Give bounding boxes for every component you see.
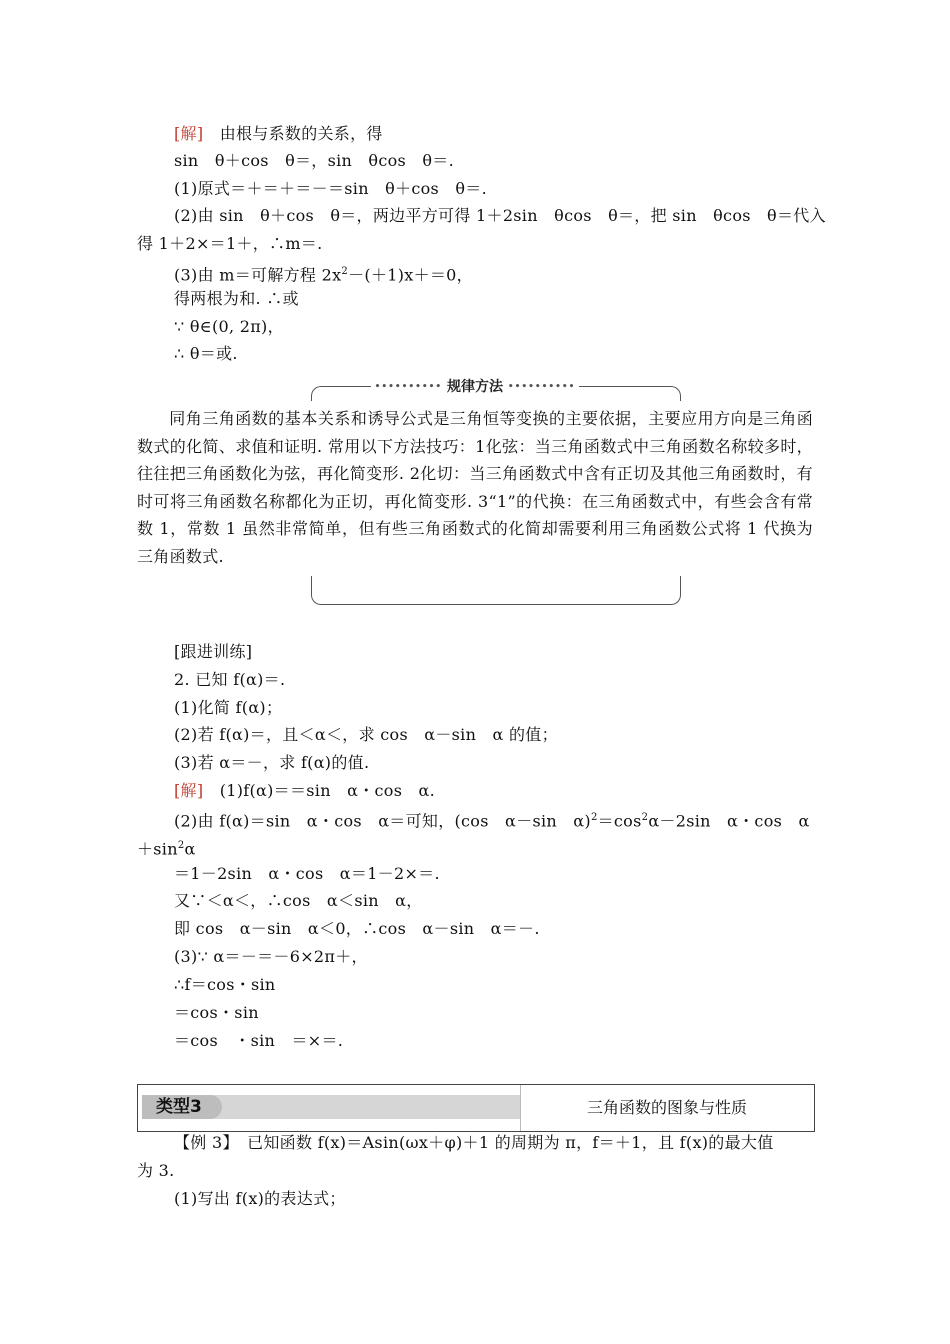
solution-line: (1)原式＝＋＝＋＝－＝sin θ＋cos θ＝. — [174, 179, 487, 198]
practice-answer: ＝1－2sin α・cos α＝1－2×＝. — [174, 864, 440, 883]
dots-decoration: •••••••••• — [374, 382, 443, 392]
practice-answer-text: (2)由 f(α)＝sin α・cos α＝可知，(cos α－sin α) — [174, 811, 591, 831]
solution-line: 得 1＋2×＝1＋，∴m＝. — [137, 234, 323, 253]
practice-answer-text: ＋sin — [137, 839, 178, 859]
practice-question: (1)化简 f(α)； — [174, 698, 283, 717]
method-box-title — [0, 376, 950, 396]
method-title-text: 规律方法 — [447, 379, 503, 395]
practice-answer-text: α — [184, 839, 196, 859]
superscript: 2 — [341, 266, 349, 277]
practice-answer: 又∵＜α＜，∴cos α＜sin α， — [174, 891, 423, 910]
practice-solution-tag: [解] — [174, 781, 204, 800]
solution-line: ∴ θ＝或. — [174, 344, 238, 363]
section-title: 三角函数的图象与性质 — [586, 1098, 747, 1117]
superscript: 2 — [177, 840, 185, 851]
practice-answer: ∴f＝cos・sin — [174, 975, 276, 994]
solution-text: －(＋1)x＋＝0， — [348, 265, 473, 285]
solution-intro: 由根与系数的关系，得 — [219, 124, 383, 143]
practice-answer-text: (1)f(α)＝＝sin α・cos α. — [219, 781, 436, 800]
superscript: 2 — [641, 812, 649, 823]
method-box-bottom-border — [311, 576, 681, 605]
solution-line: ∵ θ∈(0, 2π)， — [174, 317, 284, 336]
solution-text: (3)由 m＝可解方程 2x — [174, 265, 342, 285]
example-line: 为 3. — [137, 1161, 175, 1180]
practice-answer — [174, 808, 810, 831]
method-text: 同角三角函数的基本关系和诱导公式是三角恒等变换的主要依据，主要应用方向是三角函数式的化简、求值和证明. 常用以下方法技巧：1化弦：当三角函数式中三角函数名称较多时，往往把三角函数化为弦，再化简变形. 2化切：当三角函数式中含有正切及其他三角函数时，有时可将三角函数名称都化为正切，再化简变形. 3“1”的代换：在三角函数式中，有些会含有常数 1，常数 1 虽然非常简单，但有些三角函数式的化简却需要利用三角函数公式将 1 代换为三角函数式. — [137, 409, 813, 566]
solution-line: (2)由 sin θ＋cos θ＝，两边平方可得 1＋2sin θcos θ＝，把 sin θcos θ＝代入 — [174, 206, 826, 225]
practice-header: [跟进训练] — [174, 642, 253, 661]
practice-answer-text: ＝cos — [597, 811, 642, 831]
practice-answer — [137, 836, 196, 859]
example-line: (1)写出 f(x)的表达式； — [174, 1189, 346, 1208]
practice-answer: ＝cos ・sin ＝×＝. — [174, 1031, 344, 1050]
practice-question: (3)若 α＝－，求 f(α)的值. — [174, 753, 370, 772]
type-tab — [142, 1095, 520, 1119]
practice-answer: (3)∵ α＝－＝－6×2π＋， — [174, 947, 368, 966]
solution-line: 得两根为和. ∴或 — [174, 289, 299, 308]
superscript: 2 — [590, 812, 598, 823]
practice-answer — [174, 781, 435, 801]
type-badge: 类型3 — [142, 1095, 222, 1119]
practice-question: (2)若 f(α)＝，且＜α＜，求 cos α－sin α 的值； — [174, 725, 558, 744]
solution-line — [174, 262, 473, 285]
practice-answer: ＝cos・sin — [174, 1003, 259, 1022]
solution-tag: [解] — [174, 124, 204, 143]
practice-answer: 即 cos α－sin α＜0，∴cos α－sin α＝－. — [174, 919, 540, 938]
method-paragraph — [137, 405, 813, 571]
practice-question: 2. 已知 f(α)＝. — [174, 670, 286, 689]
solution-line — [174, 124, 383, 144]
solution-line: sin θ＋cos θ＝，sin θcos θ＝. — [174, 151, 454, 170]
section-type-bar — [137, 1084, 815, 1132]
dots-decoration: •••••••••• — [507, 382, 576, 392]
practice-answer-text: α－2sin α・cos α — [648, 811, 810, 831]
example-line: 【例 3】 已知函数 f(x)＝Asin(ωx＋φ)＋1 的周期为 π，f＝＋1，且 f(x)的最大值 — [174, 1133, 774, 1152]
